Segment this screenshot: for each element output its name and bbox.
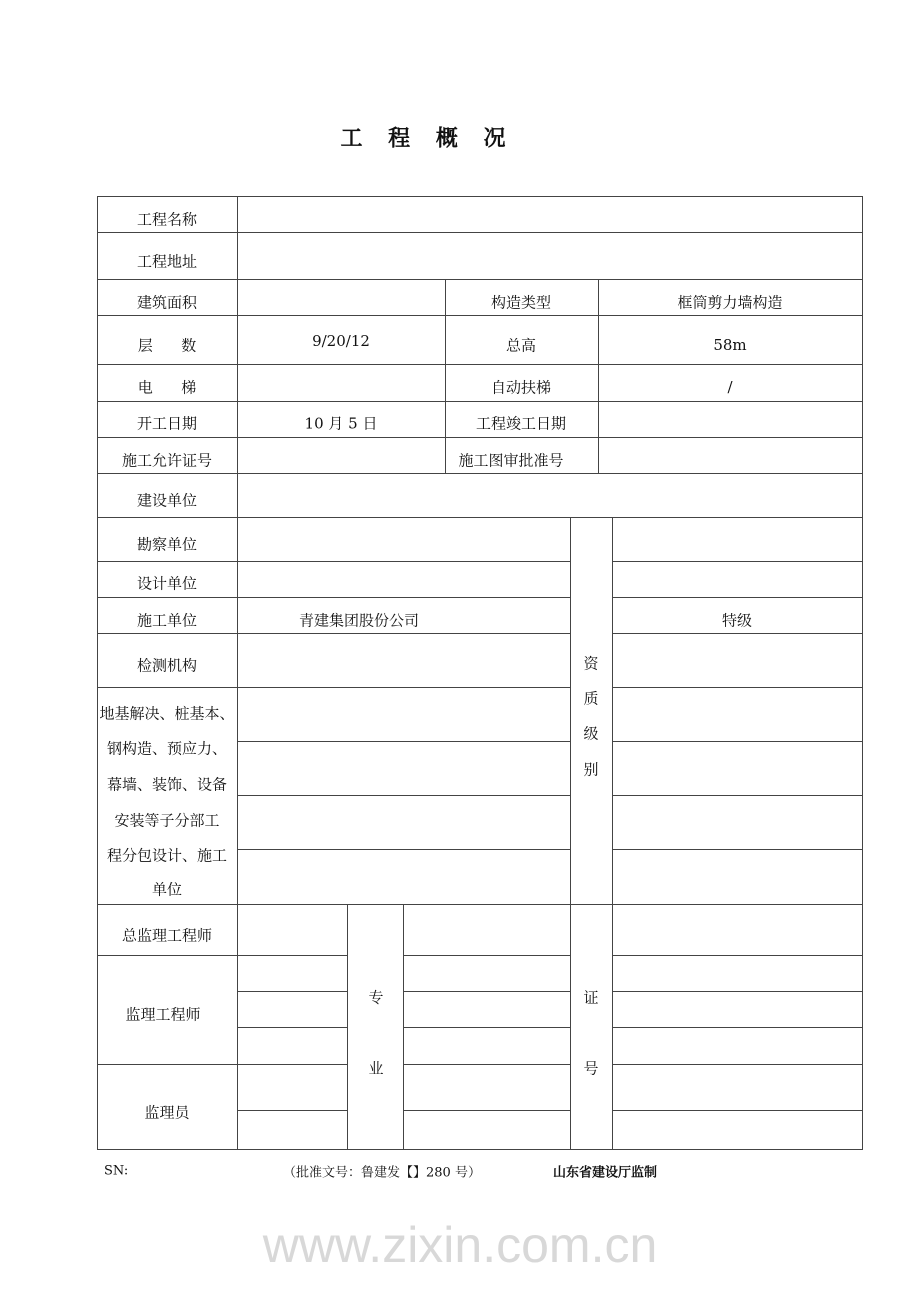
value-construction-grade: 特级 — [721, 611, 753, 630]
table-rule — [445, 279, 446, 474]
table-rule — [237, 1110, 348, 1111]
table-rule — [612, 849, 863, 850]
label-project-name: 工程名称 — [136, 210, 198, 229]
table-rule — [97, 687, 571, 688]
table-rule — [612, 597, 863, 598]
table-rule — [347, 904, 348, 1150]
page-title: 工 程 概 况 — [340, 125, 508, 152]
certificate-char: 证 — [583, 988, 599, 1007]
value-escalator: / — [727, 378, 733, 396]
table-rule — [403, 904, 404, 1150]
subcontract-line: 程分包设计、施工 — [106, 846, 228, 865]
table-rule — [612, 1027, 863, 1028]
specialty-char: 专 — [368, 988, 384, 1007]
table-rule — [97, 597, 571, 598]
subcontract-line: 钢构造、预应力、 — [106, 739, 228, 758]
table-rule — [97, 315, 863, 316]
specialty-char: 业 — [368, 1059, 384, 1078]
table-rule — [237, 1027, 348, 1028]
table-rule — [862, 196, 863, 1150]
subcontract-line: 地基解决、桩基本、 — [99, 704, 235, 723]
label-elevator: 电 梯 — [137, 378, 197, 397]
label-structure-type: 构造类型 — [490, 293, 552, 312]
label-floors: 层 数 — [137, 336, 197, 355]
table-rule — [97, 473, 863, 474]
label-construction: 施工单位 — [136, 611, 198, 630]
table-rule — [612, 1064, 863, 1065]
value-structure-type: 框筒剪力墙构造 — [677, 293, 783, 312]
label-survey: 勘察单位 — [136, 535, 198, 554]
table-rule — [612, 991, 863, 992]
label-project-address: 工程地址 — [136, 252, 198, 271]
value-construction: 青建集团股份公司 — [298, 611, 420, 630]
table-rule — [237, 991, 348, 992]
table-rule — [612, 561, 863, 562]
table-rule — [97, 232, 863, 233]
table-rule — [237, 795, 571, 796]
table-rule — [403, 1027, 571, 1028]
qualification-char: 质 — [583, 689, 599, 708]
value-total-height: 58m — [713, 336, 747, 354]
table-rule — [570, 517, 571, 1150]
qualification-char: 级 — [583, 724, 599, 743]
label-building-area: 建筑面积 — [136, 293, 198, 312]
table-rule — [97, 633, 571, 634]
label-owner: 建设单位 — [136, 491, 198, 510]
watermark: www.zixin.com.cn — [262, 1217, 658, 1273]
table-rule — [97, 955, 348, 956]
label-supervisor-engineer: 监理工程师 — [125, 1005, 201, 1024]
qualification-char: 资 — [583, 654, 599, 673]
label-supervisor: 监理员 — [144, 1103, 190, 1122]
table-rule — [237, 196, 238, 1150]
table-rule — [612, 795, 863, 796]
label-chief-supervisor: 总监理工程师 — [121, 926, 213, 945]
label-total-height: 总高 — [505, 336, 537, 355]
table-rule — [97, 561, 571, 562]
subcontract-line: 单位 — [151, 880, 183, 899]
table-rule — [598, 279, 599, 474]
table-rule — [403, 1110, 571, 1111]
table-rule — [612, 633, 863, 634]
table-rule — [403, 955, 571, 956]
subcontract-line: 幕墙、装饰、设备 — [106, 775, 228, 794]
label-design: 设计单位 — [136, 574, 198, 593]
table-rule — [97, 196, 98, 1150]
footer-sn: SN: — [104, 1163, 129, 1179]
label-completion-date: 工程竣工日期 — [475, 414, 567, 433]
table-rule — [237, 849, 571, 850]
table-rule — [97, 364, 863, 365]
label-drawing-approval: 施工图审批准号 — [458, 451, 564, 470]
table-rule — [97, 196, 863, 197]
label-start-date: 开工日期 — [136, 414, 198, 433]
label-escalator: 自动扶梯 — [490, 378, 552, 397]
footer-approval: （批准文号：鲁建发【】280 号） — [283, 1165, 481, 1181]
table-rule — [97, 437, 863, 438]
value-start-date: 10 月 5 日 — [304, 414, 378, 433]
footer-issuer: 山东省建设厅监制 — [553, 1165, 658, 1181]
table-rule — [612, 741, 863, 742]
table-rule — [612, 687, 863, 688]
table-rule — [612, 517, 613, 1150]
label-permit: 施工允许证号 — [121, 451, 213, 470]
table-rule — [97, 517, 863, 518]
value-floors: 9/20/12 — [312, 332, 370, 350]
table-rule — [97, 904, 863, 905]
table-rule — [612, 1110, 863, 1111]
table-rule — [97, 1064, 348, 1065]
table-rule — [612, 955, 863, 956]
table-rule — [97, 401, 863, 402]
qualification-char: 别 — [583, 760, 599, 779]
table-rule — [97, 279, 863, 280]
certificate-char: 号 — [583, 1059, 599, 1078]
subcontract-line: 安装等子分部工 — [114, 811, 220, 830]
label-testing: 检测机构 — [136, 656, 198, 675]
table-rule — [403, 991, 571, 992]
table-rule — [237, 741, 571, 742]
table-rule — [97, 1149, 863, 1150]
table-rule — [403, 1064, 571, 1065]
